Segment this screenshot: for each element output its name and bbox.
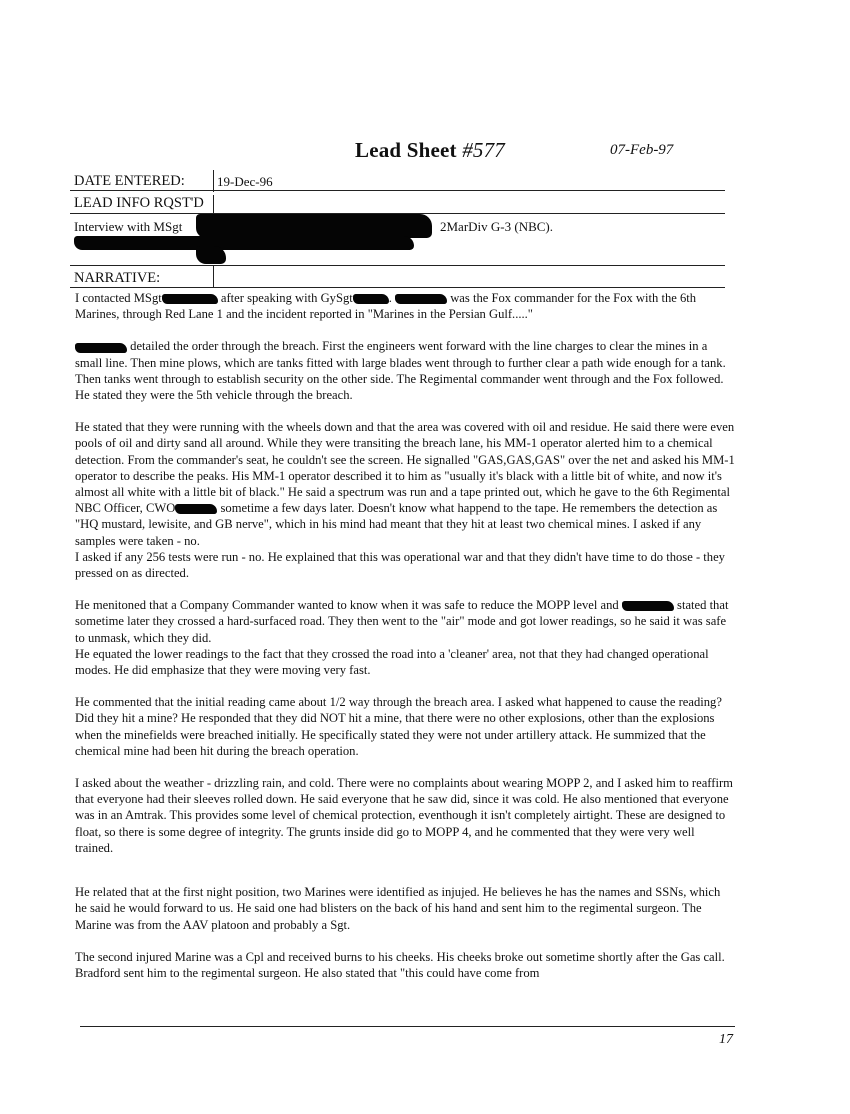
divider [70, 190, 725, 191]
redaction-bar [196, 246, 226, 264]
redaction-bar [196, 214, 432, 238]
page-title: Lead Sheet #577 [355, 138, 506, 162]
redaction-bar [395, 294, 447, 304]
paragraph: I contacted MSgt after speaking with GySgt . was the Fox commander for the Fox with the 6th Marines, through Red Lane 1 and the incident reported in "Marines in the Persian Gulf....." [75, 291, 697, 322]
divider [213, 195, 214, 215]
paragraph: The second injured Marine was a Cpl and received burns to his cheeks. His cheeks broke out sometime shortly after the Gas call. Bradford sent him to the regimental surgeon. He also stated that "this could have come from [75, 949, 725, 980]
redaction-bar [353, 294, 389, 304]
redaction-bar [74, 236, 414, 250]
redaction-bar [175, 504, 217, 514]
footer-divider [80, 1026, 735, 1027]
lead-number: #577 [462, 138, 506, 162]
interview-label: Interview with MSgt [74, 219, 183, 234]
redaction-bar [162, 294, 218, 304]
divider [70, 265, 725, 266]
paragraph: He menitoned that a Company Commander wanted to know when it was safe to reduce the MOPP level and stated that sometime later they crossed a hard-surfaced road. They then went to the "air" mode and got lower readings, so he said it was safe to unmask, which they did. [75, 598, 729, 645]
paragraph: He related that at the first night position, two Marines were identified as injujed. He believes he has the names and SSNs, which he said he would forward to us. He said one had blisters on the back of his hand and sent him to the regimental surgeon. The Marine was from the AAV platoon and probably a Sgt. [75, 885, 721, 932]
paragraph: I asked about the weather - drizzling rain, and cold. There were no complaints about wearing MOPP 2, and I asked him to reaffirm that everyone had their sleeves rolled down. He said everyone that he saw did, since it was cold. He also mentioned that everyone was in an Amtrak. This provides some level of chemical protection, eventhough it isn't completely airtight. These are designed to float, so there is some degree of integrity. The grunts inside did go to MOPP 4, and he commented that they were very well trained. [75, 776, 733, 855]
divider [70, 287, 725, 288]
divider [213, 266, 214, 288]
narrative-body [75, 290, 735, 981]
date-entered-value: 19-Dec-96 [217, 174, 273, 189]
page-number: 17 [719, 1032, 733, 1047]
redaction-bar [622, 601, 674, 611]
paragraph: detailed the order through the breach. First the engineers went forward with the line charges to clear the mines in a small line. Then mine plows, which are tanks fitted with large blades went through to further clear a path wide enough for a tank. Then tanks went through to establish security on the other side. The Regimental commander went through and the Fox followed. He stated they were the 5th vehicle through the breach. [75, 339, 726, 403]
interview-unit: 2MarDiv G-3 (NBC). [440, 219, 554, 234]
paragraph: He stated that they were running with the wheels down and that the area was covered with oil and residue. He said there were even pools of oil and dirty sand all around. While they were transiting the breach lane, his MM-1 operator alerted him to a chemical detection. From the commander's seat, he couldn't see the screen. He signalled "GAS,GAS,GAS" over the net and asked his MM-1 operator to describe the peaks. His MM-1 operator described it to him as "usually it's black with a little bit of white, and now it's almost all white with a little bit of black." He said a spectrum was run and a tape printed out, which he gave to the 6th Regimental NBC Officer, CWO sometime a few days later. Doesn't know what happend to the tape. He remembers the detection as "HQ mustard, lewisite, and GB nerve", which in his mind had meant that they hit at least two chemical mines. I asked if any samples were taken - no. [75, 420, 735, 548]
divider [213, 170, 214, 192]
narrative-label: NARRATIVE: [74, 270, 161, 286]
paragraph: He commented that the initial reading came about 1/2 way through the breach area. I asked what happened to cause the reading? Did they hit a mine? He responded that they did NOT hit a mine, that there were no other explosions, other than the explosions when the minefields were breached initially. He specifically stated they were not under artillery attack. He summized that the chemical mine had been hit during the breach operation. [75, 695, 722, 758]
document-date: 07-Feb-97 [610, 142, 674, 158]
date-entered-label: DATE ENTERED: [74, 173, 185, 189]
lead-info-label: LEAD INFO RQST'D [74, 195, 204, 211]
redaction-bar [75, 343, 127, 353]
paragraph: He equated the lower readings to the fact that they crossed the road into a 'cleaner' area, not that they had changed operational modes. He did emphasize that they were moving very fast. [75, 646, 709, 678]
paragraph: I asked if any 256 tests were run - no. He explained that this was operational war and that they didn't have time to do those - they pressed on as directed. [75, 549, 725, 581]
